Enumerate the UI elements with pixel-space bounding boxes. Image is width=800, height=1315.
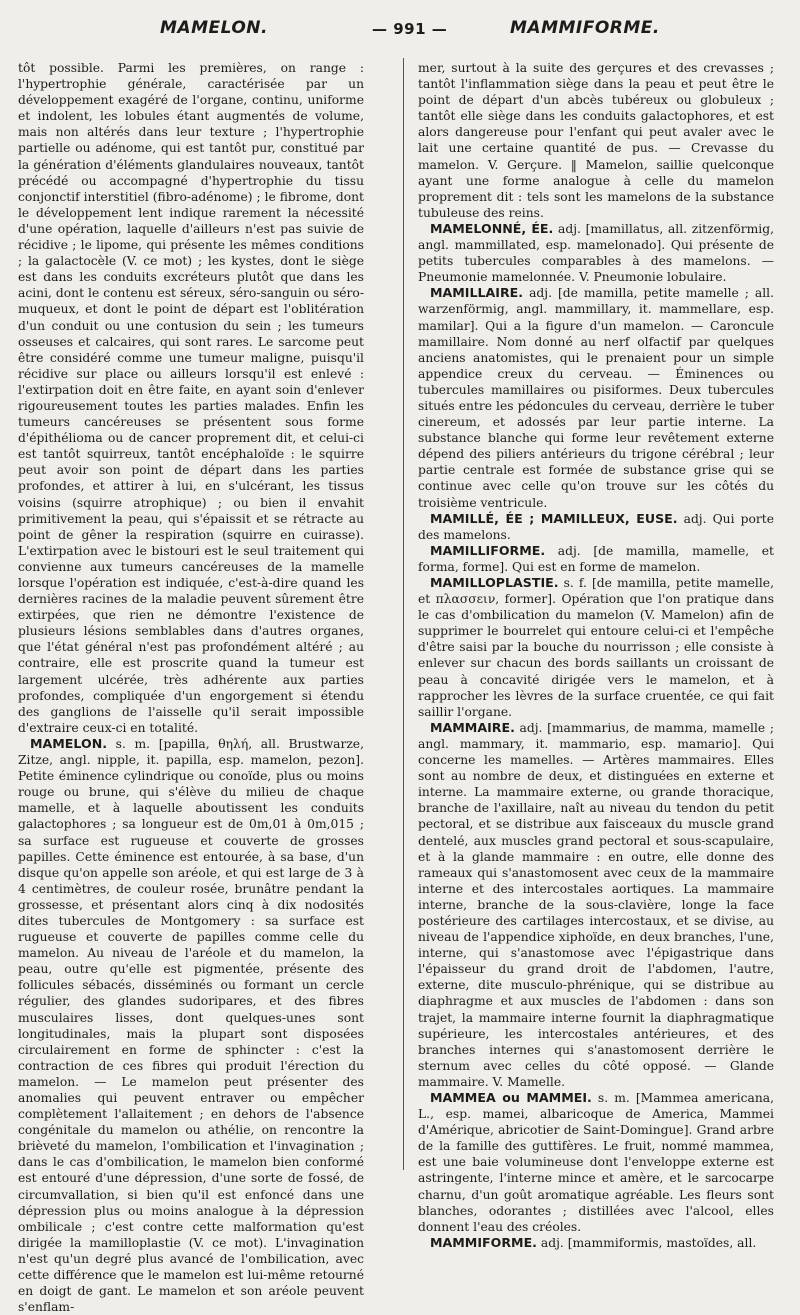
definition: adj. [mammarius, de mamma, mamelle ; angl. mammary, it. mammario, esp. mamario]. Qui concerne les mamelles. — Artères mammaires. Elles sont au nombre de deux, et distinguées en externe et interne. La mammaire externe, ou grande thoracique, branche de l'axillaire, naît au niveau du tendon du petit pectoral, et se distribue aux faisceaux du muscle grand dentelé, aux muscles grand pectoral et sous-scapulaire, et à la glande mammaire : en outre, elle donne des rameaux qui s'anastomosent avec ceux de la mammaire interne et des intercostales aortiques. La mammaire interne, branche de la sous-clavière, longe la face postérieure des cartilages intercostaux, et se divise, au niveau de l'appendice xiphoïde, en deux branches, l'une, interne, qui s'anastomose avec l'épigastrique dans l'épaisseur du grand droit de l'abdomen, l'autre, externe, dite musculo-phrénique, qui se distribue au diaphragme et aux muscles de l'abdomen : dans son trajet, la mammaire interne fournit la diaphragmatique supérieure, les intercostales antérieures, et des branches internes qui s'anastomosent derrière le sternum avec celles du côté opposé. — Glande mammaire. V. Mamelle. — [418, 720, 774, 1089]
entry-mamilliforme — [418, 543, 774, 575]
headword: MAMILLAIRE. — [430, 285, 524, 301]
definition: Petite éminence cylindrique ou conoïde, plus ou moins rouge ou brune, qui s'élève du milieu de chaque mamelle, et à laquelle aboutissent les conduits galactophores ; sa longueur est de 0m,01 à 0m,015 ; sa surface est rugueuse et couverte de grosses papilles. Cette éminence est entourée, à sa base, d'un disque qu'on appelle son aréole, et qui est large de 3 à 4 centimètres, de couleur rosée, brunâtre pendant la grossesse, et présentant alors cinq à dix nodosités dites tubercules de Montgomery : sa surface est rugueuse et couverte de papilles comme celle du mamelon. Au niveau de l'aréole et du mamelon, la peau, outre qu'elle est pigmentée, présente des follicules sébacés, disséminés ou formant un cercle régulier, des glandes sudoripares, et des fibres musculaires lisses, dont quelques-unes sont longitudinales, mais la plupart sont disposées circulairement en forme de sphincter : c'est la contraction de ces fibres qui produit l'érection du mamelon. — Le mamelon peut présenter des anomalies qui peuvent entraver ou empêcher complètement l'allaitement ; en dehors de l'absence congénitale du mamelon ou athélie, on rencontre la brièveté du mamelon, l'ombilication et l'invagination ; dans le cas d'ombilication, le mamelon bien conformé est entouré d'une dépression, d'une sorte de fossé, de circumvallation, si bien qu'il est enfoncé dans une dépression plus ou moins analogue à la dépression ombilicale ; c'est contre cette malformation qu'est dirigée la mamilloplastie (V. ce mot). L'invagination n'est qu'un degré plus avancé de l'ombilication, avec cette différence que le mamelon est lui-même retourné en doigt de gant. Le mamelon et son aréole peuvent s'enflam- — [18, 769, 364, 1315]
headword: MAMMAIRE. — [430, 719, 515, 735]
entry-mamille — [418, 511, 774, 543]
definition: adj. Qui porte des mamelons. — [418, 511, 774, 542]
headword: MAMELONNÉ, ÉE. — [430, 220, 554, 236]
entry-mammiforme — [418, 1235, 774, 1251]
running-header — [0, 0, 800, 42]
entry-mamelon — [18, 736, 364, 1315]
definition: adj. [mamillatus, all. zitzenförmig, angl. mammillated, esp. mamelonado]. Qui présente de petits tubercules comparables à des mamelons. — Pneumonie mamelonnée. V. Pneumonie lobulaire. — [418, 221, 774, 285]
entry-mammaire — [418, 720, 774, 1090]
headword: MAMMEA ou MAMMEI. — [430, 1090, 592, 1105]
entry-mamelonne — [418, 221, 774, 285]
left-column — [18, 60, 364, 1315]
column-divider — [403, 58, 404, 1170]
header-left-title: MAMELON. — [160, 18, 268, 38]
page-number: — 991 — — [372, 20, 448, 38]
definition: s. f. [de mamilla, petite mamelle, et πλασσειν, former]. Opération que l'on pratique dans le cas d'ombilication du mamelon (V. Mamelon) afin de supprimer le bourrelet qui entoure celui-ci et l'empêche d'être saisi par la bouche du nourrisson ; elle consiste à enlever sur chacun des bords saillants un croissant de peau à concavité dirigée vers le mamelon, et à rapprocher les lèvres de la surface cruentée, ce qui fait saillir l'organe. — [418, 576, 774, 719]
definition: adj. [de mamilla, mamelle, et forma, forme]. Qui est en forme de mamelon. — [418, 543, 774, 574]
headword: MAMILLÉ, ÉE ; MAMILLEUX, EUSE. — [430, 510, 678, 526]
entry-mamilloplastie — [418, 575, 774, 720]
entry-mamillaire — [418, 285, 774, 510]
continuation-text: tôt possible. Parmi les premières, on range : l'hypertrophie générale, caractérisée par un développement exagéré de l'organe, continu, uniforme et indolent, les lobules étant augmentés de volume, mais non altérés dans leur texture ; l'hypertrophie partielle ou adénome, qui est tantôt pur, constitué par la génération d'éléments glandulaires nouveaux, tantôt précédé ou accompagné d'hypertrophie du tissu conjonctif interstitiel (fibro-adénome) ; le fibrome, dont le développement lent indique rarement la nécessité d'une opération, laquelle d'ailleurs n'est pas suivie de récidive ; le lipome, qui présente les mêmes conditions ; la galactocèle (V. ce mot) ; les kystes, dont le siège est dans les conduits excréteurs plutôt que dans les acini, dont le contenu est séreux, séro-sanguin ou séro-muqueux, et dont le point de départ est l'oblitération d'un conduit ou une contusion du sein ; les tumeurs osseuses et calcaires, qui sont rares. Le sarcome peut être considéré comme une tumeur maligne, puisqu'il récidive sur place ou ailleurs lorsqu'il est enlevé : l'extirpation doit en être faite, en ayant soin d'enlever rigoureusement toutes les parties malades. Enfin les tumeurs cancéreuses se présentent sous forme d'épithélioma ou de cancer proprement dit, et celui-ci est tantôt squirreux, tantôt encéphaloïde : le squirre peut avoir son point de départ dans les parties profondes, et attirer à lui, en s'ulcérant, les tissus voisins (squirre atrophique) ; ou bien il envahit primitivement la peau, qui s'épaissit et se rétracte au point de gêner la respiration (squirre en cuirasse). L'extirpation avec le bistouri est le seul traitement qui convienne aux tumeurs cancéreuses de la mamelle lorsque l'opération est indiquée, c'est-à-dire quand les dernières racines de la maladie peuvent sûrement être extirpées, que rien ne démontre l'existence de plusieurs lésions semblables dans d'autres organes, que l'état général n'est pas profondément altéré ; au contraire, elle est proscrite quand la tumeur est largement ulcérée, très adhérente aux parties profondes, compliquée d'un engorgement si étendu des ganglions de l'aisselle qu'il serait impossible d'extraire ceux-ci en totalité. — [18, 61, 364, 735]
header-right-title: MAMMIFORME. — [510, 18, 660, 38]
headword: MAMILLIFORME. — [430, 542, 546, 558]
etymology: s. m. [papilla, θηλή, all. Brustwarze, Zitze, angl. nipple, it. papilla, esp. mamelon, pezon]. — [18, 736, 364, 768]
definition: s. m. [Mammea americana, L., esp. mamei, albaricoque de America, Mammei d'Amérique, abricotier de Saint-Domingue]. Grand arbre de la famille des guttifères. Le fruit, nommé mammea, est une baie volumineuse dont l'enveloppe externe est astringente, l'interne mince et amère, et le sarcocarpe charnu, d'un goût aromatique agréable. Les fleurs sont blanches, odorantes ; distillées avec l'alcool, elles donnent l'eau des créoles. — [418, 1091, 775, 1234]
headword: MAMELON. — [30, 735, 108, 751]
continuation-text: mer, surtout à la suite des gerçures et des crevasses ; tantôt l'inflammation siège dans la peau et peut être le point de départ d'un abcès tubéreux ou globuleux ; tantôt elle siège dans les conduits galactophores, et est alors dangereuse pour l'enfant qui peut avaler avec le lait une certaine quantité de pus. — Crevasse du mamelon. V. Gerçure. ‖ Mamelon, saillie quelconque ayant une forme analogue à celle du mamelon proprement dit : tels sont les mamelons de la substance tubuleuse des reins. — [418, 61, 774, 220]
entry-mammea — [418, 1090, 774, 1235]
headword: MAMILLOPLASTIE. — [430, 575, 559, 590]
right-column — [418, 60, 775, 1250]
definition: adj. [de mamilla, petite mamelle ; all. warzenförmig, angl. mammillary, it. mammellare, esp. mamilar]. Qui a la figure d'un mamelon. — Caroncule mamillaire. Nom donné au nerf olfactif par quelques anciens anatomistes, qui le prenaient pour un simple appendice creux du cerveau. — Éminences ou tubercules mamillaires ou pisiformes. Deux tubercules situés entre les pédoncules du cerveau, derrière le tuber cinereum, et adossés par leur partie interne. La substance blanche qui forme leur revêtement externe dépend des piliers antérieurs du trigone cérébral ; leur partie centrale est formée de substance grise qui se continue avec celle qu'on trouve sur les côtés du troisième ventricule. — [418, 286, 775, 510]
headword: MAMMIFORME. — [430, 1234, 537, 1250]
definition: adj. [mammiformis, mastoïdes, all. — [540, 1235, 757, 1250]
